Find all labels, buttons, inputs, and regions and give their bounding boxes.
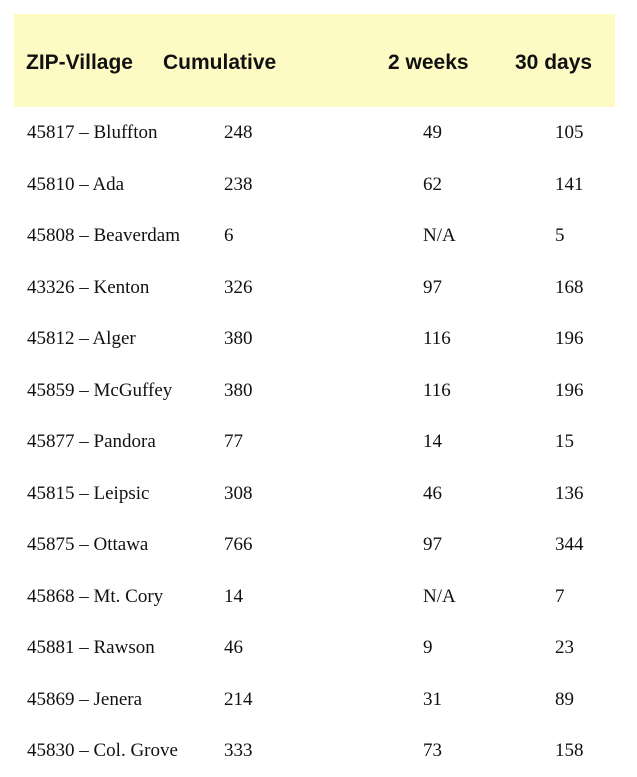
cell-zip-village: 45808 – Beaverdam (27, 225, 181, 246)
table-body (0, 107, 637, 777)
cell-two-weeks: N/A (423, 225, 456, 246)
cell-zip-village: 45877 – Pandora (27, 431, 156, 452)
cell-cumulative: 214 (224, 688, 253, 710)
cell-cumulative: 14 (224, 585, 243, 607)
table-row (0, 519, 637, 571)
column-header-zip-village: ZIP-Village (26, 51, 133, 74)
table-header (14, 14, 615, 107)
cell-cumulative: 326 (224, 276, 253, 298)
cell-two-weeks: 31 (423, 688, 442, 710)
cell-thirty-days: 168 (555, 276, 584, 298)
table-row (0, 313, 637, 365)
cell-two-weeks: N/A (423, 585, 456, 607)
cell-cumulative: 238 (224, 173, 253, 195)
table-row (0, 674, 637, 726)
table-row (0, 107, 637, 159)
cell-cumulative: 308 (224, 482, 253, 504)
cell-two-weeks: 9 (423, 637, 433, 658)
cell-zip-village: 45868 – Mt. Cory (27, 585, 164, 607)
cell-zip-village: 45830 – Col. Grove (27, 740, 178, 761)
cell-two-weeks: 116 (423, 328, 451, 349)
cell-thirty-days: 141 (555, 173, 584, 195)
cell-two-weeks: 97 (423, 534, 442, 555)
table-row (0, 622, 637, 674)
cell-zip-village: 45810 – Ada (27, 173, 125, 195)
cell-thirty-days: 7 (555, 585, 565, 607)
cell-zip-village: 43326 – Kenton (27, 276, 150, 298)
table-row (0, 365, 637, 417)
cell-cumulative: 380 (224, 379, 253, 401)
table-row (0, 210, 637, 262)
table-row (0, 159, 637, 211)
cell-two-weeks: 14 (423, 431, 442, 452)
cell-thirty-days: 105 (555, 122, 584, 143)
cell-cumulative: 248 (224, 122, 253, 143)
cell-cumulative: 77 (224, 431, 243, 452)
cell-cumulative: 46 (224, 637, 243, 658)
cell-zip-village: 45812 – Alger (27, 328, 136, 349)
column-header-cumulative: Cumulative (163, 51, 277, 74)
table-row (0, 571, 637, 623)
table-row (0, 262, 637, 314)
cell-zip-village: 45817 – Bluffton (27, 122, 158, 143)
cell-cumulative: 380 (224, 328, 253, 349)
cell-thirty-days: 89 (555, 688, 574, 710)
cell-zip-village: 45859 – McGuffey (27, 379, 173, 401)
cell-zip-village: 45881 – Rawson (27, 637, 155, 658)
cell-zip-village: 45815 – Leipsic (27, 482, 150, 504)
cell-zip-village: 45869 – Jenera (27, 688, 143, 710)
table-row (0, 725, 637, 777)
column-header-thirty-days: 30 days (515, 51, 593, 74)
cell-two-weeks: 49 (423, 122, 442, 143)
cell-thirty-days: 5 (555, 225, 565, 246)
cell-cumulative: 333 (224, 740, 253, 761)
cell-two-weeks: 116 (423, 379, 451, 401)
cell-thirty-days: 15 (555, 431, 574, 452)
table-row (0, 468, 637, 520)
cell-thirty-days: 196 (555, 379, 584, 401)
cell-thirty-days: 196 (555, 328, 584, 349)
cell-two-weeks: 62 (423, 173, 442, 195)
cell-zip-village: 45875 – Ottawa (27, 534, 149, 555)
cell-thirty-days: 136 (555, 482, 584, 504)
cell-two-weeks: 97 (423, 276, 442, 298)
cell-two-weeks: 73 (423, 740, 442, 761)
column-header-two-weeks: 2 weeks (388, 51, 469, 74)
cell-thirty-days: 344 (555, 534, 584, 555)
table-row (0, 416, 637, 468)
cell-thirty-days: 23 (555, 637, 574, 658)
cell-cumulative: 766 (224, 534, 253, 555)
cell-thirty-days: 158 (555, 740, 584, 761)
cell-two-weeks: 46 (423, 482, 442, 504)
cell-cumulative: 6 (224, 225, 234, 246)
